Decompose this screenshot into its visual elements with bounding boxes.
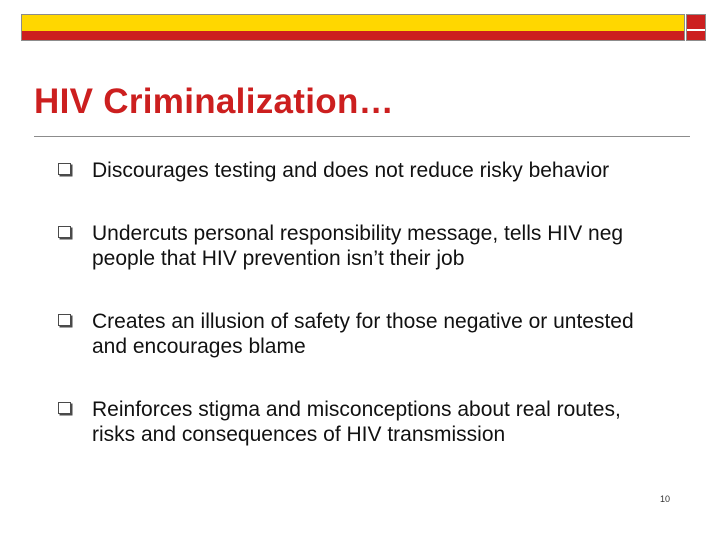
page-number: 10 xyxy=(660,494,671,504)
checkbox-square-icon xyxy=(58,314,71,326)
bullet-item xyxy=(58,158,668,183)
header-bar-yellow-stripe xyxy=(22,15,684,32)
checkbox-square-icon xyxy=(58,163,71,175)
bullet-text: Discourages testing and does not reduce risky behavior xyxy=(92,159,610,182)
header-square-red-bottom xyxy=(687,31,705,40)
bullet-list xyxy=(58,158,668,447)
bullet-text: Reinforces stigma and misconceptions about real routes, risks and consequences of HIV transmission xyxy=(92,398,621,446)
bullet-item xyxy=(58,309,668,359)
decorative-header-bar xyxy=(21,14,685,41)
bullet-item xyxy=(58,221,668,271)
checkbox-square-icon xyxy=(58,226,71,238)
slide-title: HIV Criminalization… xyxy=(34,82,394,121)
bullet-text: Creates an illusion of safety for those negative or untested and encourages blame xyxy=(92,310,634,358)
header-bar-red-stripe xyxy=(22,31,684,40)
title-divider xyxy=(34,136,690,137)
bullet-item xyxy=(58,397,668,447)
header-square-red-top xyxy=(687,15,705,29)
decorative-header-square xyxy=(686,14,706,41)
checkbox-square-icon xyxy=(58,402,71,414)
bullet-text: Undercuts personal responsibility message, tells HIV neg people that HIV prevention isn’t their job xyxy=(92,222,624,270)
